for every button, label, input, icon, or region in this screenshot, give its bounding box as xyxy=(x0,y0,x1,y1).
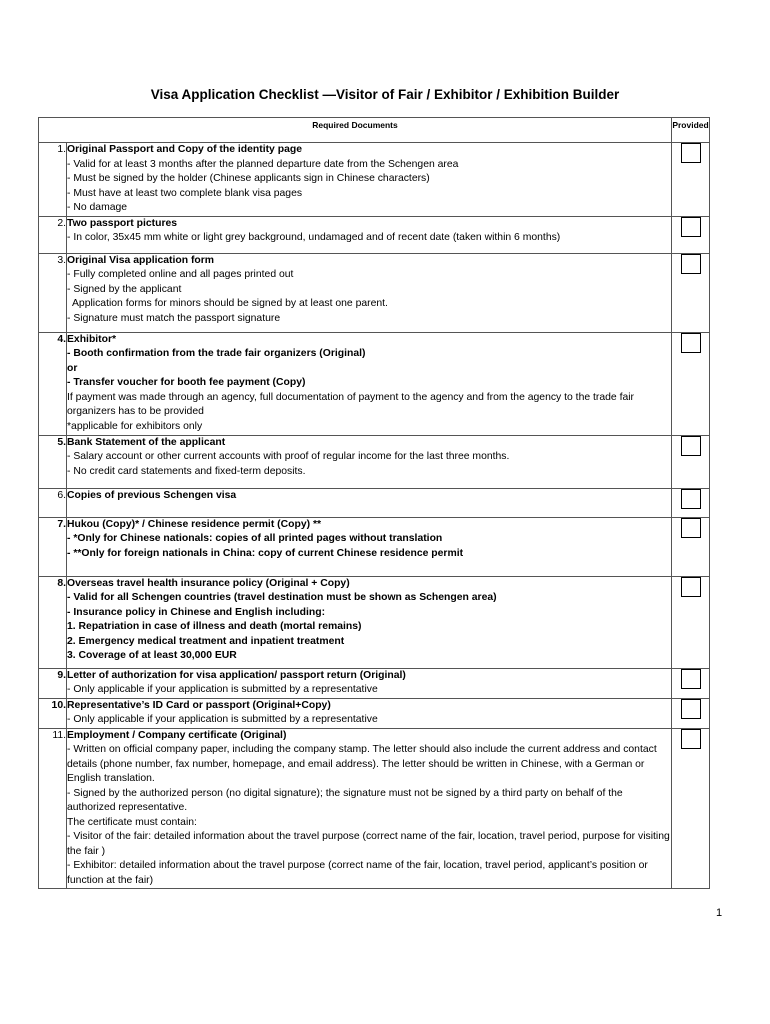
item-number: 1. xyxy=(39,143,67,217)
item-description xyxy=(67,728,672,889)
item-title: Employment / Company certificate (Original) xyxy=(67,729,287,741)
table-row xyxy=(39,332,710,435)
item-line: - Fully completed online and all pages printed out xyxy=(67,269,294,280)
item-line: - Valid for at least 3 months after the planned departure date from the Schengen area xyxy=(67,158,459,170)
table-row xyxy=(39,435,710,488)
item-line: - No damage xyxy=(67,202,128,213)
provided-checkbox[interactable] xyxy=(681,436,701,456)
item-description xyxy=(67,488,672,517)
item-line: 2. Emergency medical treatment and inpatient treatment xyxy=(67,635,345,647)
item-title: Hukou (Copy)* / Chinese residence permit (Copy) ** xyxy=(67,518,322,530)
item-line: - Written on official company paper, including the company stamp. The letter should also include the current address and contact details (phone number, fax number, homepage, and email address). The letter should be written in Chinese, with a German or English translation. xyxy=(67,744,657,784)
table-row xyxy=(39,517,710,576)
item-line: *applicable for exhibitors only xyxy=(67,420,203,432)
provided-cell xyxy=(672,332,710,435)
item-line: - Only applicable if your application is submitted by a representative xyxy=(67,684,378,695)
item-line: - Visitor of the fair: detailed information about the travel purpose (correct name of the fair, location, travel period, purpose for visiting the fair ) xyxy=(67,831,670,857)
item-line: - In color, 35x45 mm white or light grey background, undamaged and of recent date (taken within 6 months) xyxy=(67,232,561,243)
table-row xyxy=(39,668,710,698)
item-title: Letter of authorization for visa application/ passport return (Original) xyxy=(67,669,406,681)
item-line: - Exhibitor: detailed information about the travel purpose (correct name of the fair, location, travel period, applicant’s position or function at the fair) xyxy=(67,860,648,886)
item-description xyxy=(67,576,672,668)
checklist-table xyxy=(38,117,710,889)
table-row xyxy=(39,698,710,728)
item-line: Application forms for minors should be signed by at least one parent. xyxy=(72,298,388,309)
table-row xyxy=(39,488,710,517)
item-line: or xyxy=(67,362,78,374)
item-number: 3. xyxy=(39,253,67,332)
provided-cell xyxy=(672,728,710,889)
provided-checkbox[interactable] xyxy=(681,333,701,353)
provided-cell xyxy=(672,668,710,698)
provided-checkbox[interactable] xyxy=(681,577,701,597)
item-line: 1. Repatriation in case of illness and death (mortal remains) xyxy=(67,621,362,632)
table-row xyxy=(39,216,710,253)
item-number: 10. xyxy=(39,698,67,728)
provided-checkbox[interactable] xyxy=(681,217,701,237)
item-description xyxy=(67,698,672,728)
item-line: - Signature must match the passport signature xyxy=(67,312,281,324)
item-line: 3. Coverage of at least 30,000 EUR xyxy=(67,650,237,661)
item-line: - Signed by the authorized person (no digital signature); the signature must not be signed by a third party on behalf of the authorized representative. xyxy=(67,787,623,813)
item-line: - Must have at least two complete blank visa pages xyxy=(67,187,303,199)
table-row xyxy=(39,728,710,889)
item-line: - Booth confirmation from the trade fair organizers (Original) xyxy=(67,348,366,359)
item-line: - Insurance policy in Chinese and English including: xyxy=(67,606,326,618)
page-number: 1 xyxy=(716,907,723,919)
item-number: 9. xyxy=(39,668,67,698)
item-description xyxy=(67,253,672,332)
item-description xyxy=(67,332,672,435)
table-row xyxy=(39,576,710,668)
provided-checkbox[interactable] xyxy=(681,518,701,538)
provided-cell xyxy=(672,435,710,488)
provided-checkbox[interactable] xyxy=(681,143,701,163)
item-line: - No credit card statements and fixed-term deposits. xyxy=(67,465,306,477)
provided-checkbox[interactable] xyxy=(681,669,701,689)
item-line: - *Only for Chinese nationals: copies of all printed pages without translation xyxy=(67,533,443,544)
item-number: 7. xyxy=(39,517,67,576)
provided-cell xyxy=(672,517,710,576)
provided-checkbox[interactable] xyxy=(681,699,701,719)
item-title: Copies of previous Schengen visa xyxy=(67,489,237,501)
item-line: The certificate must contain: xyxy=(67,816,197,828)
item-title: Original Visa application form xyxy=(67,254,215,266)
table-header-row xyxy=(39,118,710,143)
item-number: 2. xyxy=(39,216,67,253)
item-description xyxy=(67,668,672,698)
item-title: Exhibitor* xyxy=(67,333,117,345)
provided-cell xyxy=(672,488,710,517)
item-description xyxy=(67,517,672,576)
provided-cell xyxy=(672,576,710,668)
item-number: 4. xyxy=(39,332,67,435)
provided-checkbox[interactable] xyxy=(681,489,701,509)
item-number: 11. xyxy=(39,728,67,889)
item-description xyxy=(67,216,672,253)
item-title: Bank Statement of the applicant xyxy=(67,436,226,448)
item-line: - Transfer voucher for booth fee payment (Copy) xyxy=(67,377,306,388)
provided-cell xyxy=(672,216,710,253)
provided-cell xyxy=(672,143,710,217)
item-line: - Must be signed by the holder (Chinese applicants sign in Chinese characters) xyxy=(67,173,430,184)
item-description xyxy=(67,143,672,217)
provided-cell xyxy=(672,253,710,332)
provided-header: Provided xyxy=(672,118,710,143)
table-row xyxy=(39,143,710,217)
document-title: Visa Application Checklist —Visitor of Fair / Exhibitor / Exhibition Builder xyxy=(150,87,620,102)
item-number: 5. xyxy=(39,435,67,488)
item-line: If payment was made through an agency, full documentation of payment to the agency and from the agency to the trade fair organizers has to be provided xyxy=(67,391,635,417)
required-documents-header: Required Documents xyxy=(39,118,672,143)
provided-checkbox[interactable] xyxy=(681,729,701,749)
item-title: Representative’s ID Card or passport (Original+Copy) xyxy=(67,699,331,711)
item-title: Two passport pictures xyxy=(67,217,178,229)
provided-cell xyxy=(672,698,710,728)
item-line: - Salary account or other current accounts with proof of regular income for the last three months. xyxy=(67,451,510,462)
item-line: - **Only for foreign nationals in China: copy of current Chinese residence permit xyxy=(67,547,464,559)
item-title: Overseas travel health insurance policy (Original + Copy) xyxy=(67,577,350,589)
item-number: 6. xyxy=(39,488,67,517)
table-row xyxy=(39,253,710,332)
item-number: 8. xyxy=(39,576,67,668)
item-line: - Only applicable if your application is submitted by a representative xyxy=(67,714,378,725)
item-description xyxy=(67,435,672,488)
item-line: - Signed by the applicant xyxy=(67,283,182,295)
item-line: - Valid for all Schengen countries (travel destination must be shown as Schengen area) xyxy=(67,592,497,603)
provided-checkbox[interactable] xyxy=(681,254,701,274)
item-title: Original Passport and Copy of the identity page xyxy=(67,144,302,155)
